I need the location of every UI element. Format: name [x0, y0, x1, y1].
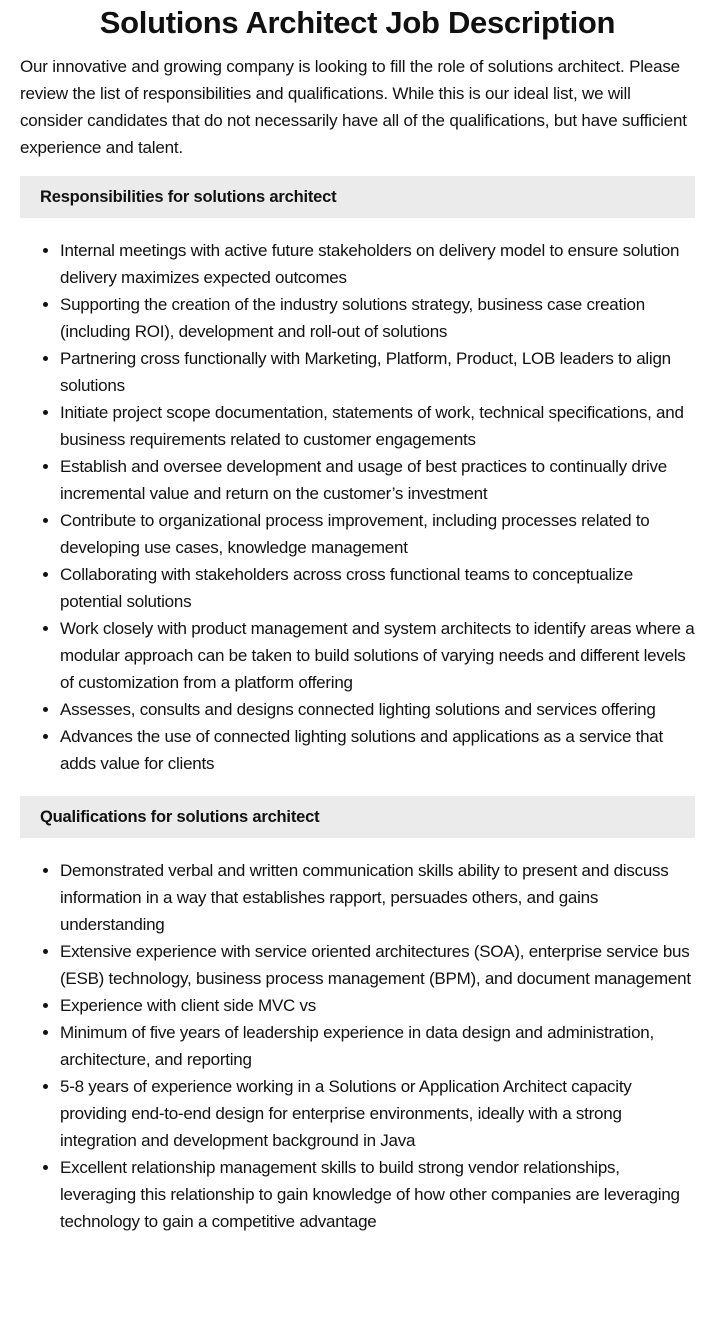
list-item: • Establish and oversee development and usage of best practices to continually drive incremental value and return on the customer’s investment — [60, 453, 695, 507]
list-item: • Excellent relationship management skills to build strong vendor relationships, leveraging this relationship to gain knowledge of how other companies are leveraging technology to gain a competitive advantage — [60, 1154, 695, 1235]
list-item: • Assesses, consults and designs connected lighting solutions and services offering — [60, 696, 695, 723]
list-item: • Advances the use of connected lighting solutions and applications as a service that adds value for clients — [60, 723, 695, 777]
list-item: • Extensive experience with service oriented architectures (SOA), enterprise service bus (ESB) technology, business process management (BPM), and document management — [60, 938, 695, 992]
qualifications-heading: Qualifications for solutions architect — [20, 796, 695, 838]
list-item: • Collaborating with stakeholders across cross functional teams to conceptualize potential solutions — [60, 561, 695, 615]
list-item: • Minimum of five years of leadership experience in data design and administration, architecture, and reporting — [60, 1019, 695, 1073]
qualifications-list — [20, 857, 695, 1235]
responsibilities-list — [20, 237, 695, 777]
list-item: • Demonstrated verbal and written communication skills ability to present and discuss information in a way that establishes rapport, persuades others, and gains understanding — [60, 857, 695, 938]
page-title: Solutions Architect Job Description — [99, 5, 616, 40]
list-item: • 5-8 years of experience working in a Solutions or Application Architect capacity providing end-to-end design for enterprise environments, ideally with a strong integration and development background in Java — [60, 1073, 695, 1154]
list-item: • Supporting the creation of the industry solutions strategy, business case creation (including ROI), development and roll-out of solutions — [60, 291, 695, 345]
list-item: • Partnering cross functionally with Marketing, Platform, Product, LOB leaders to align solutions — [60, 345, 695, 399]
list-item: • Contribute to organizational process improvement, including processes related to developing use cases, knowledge management — [60, 507, 695, 561]
list-item: • Internal meetings with active future stakeholders on delivery model to ensure solution delivery maximizes expected outcomes — [60, 237, 695, 291]
intro-paragraph: Our innovative and growing company is looking to fill the role of solutions architect. Please review the list of responsibilities and qualifications. While this is our ideal list, we will consider candidates that do not necessarily have all of the qualifications, but have sufficient experience and talent. — [20, 57, 687, 157]
list-item: • Experience with client side MVC vs — [60, 992, 695, 1019]
responsibilities-heading: Responsibilities for solutions architect — [20, 176, 695, 218]
list-item: • Work closely with product management and system architects to identify areas where a modular approach can be taken to build solutions of varying needs and different levels of customization from a platform offering — [60, 615, 695, 696]
list-item: • Initiate project scope documentation, statements of work, technical specifications, and business requirements related to customer engagements — [60, 399, 695, 453]
